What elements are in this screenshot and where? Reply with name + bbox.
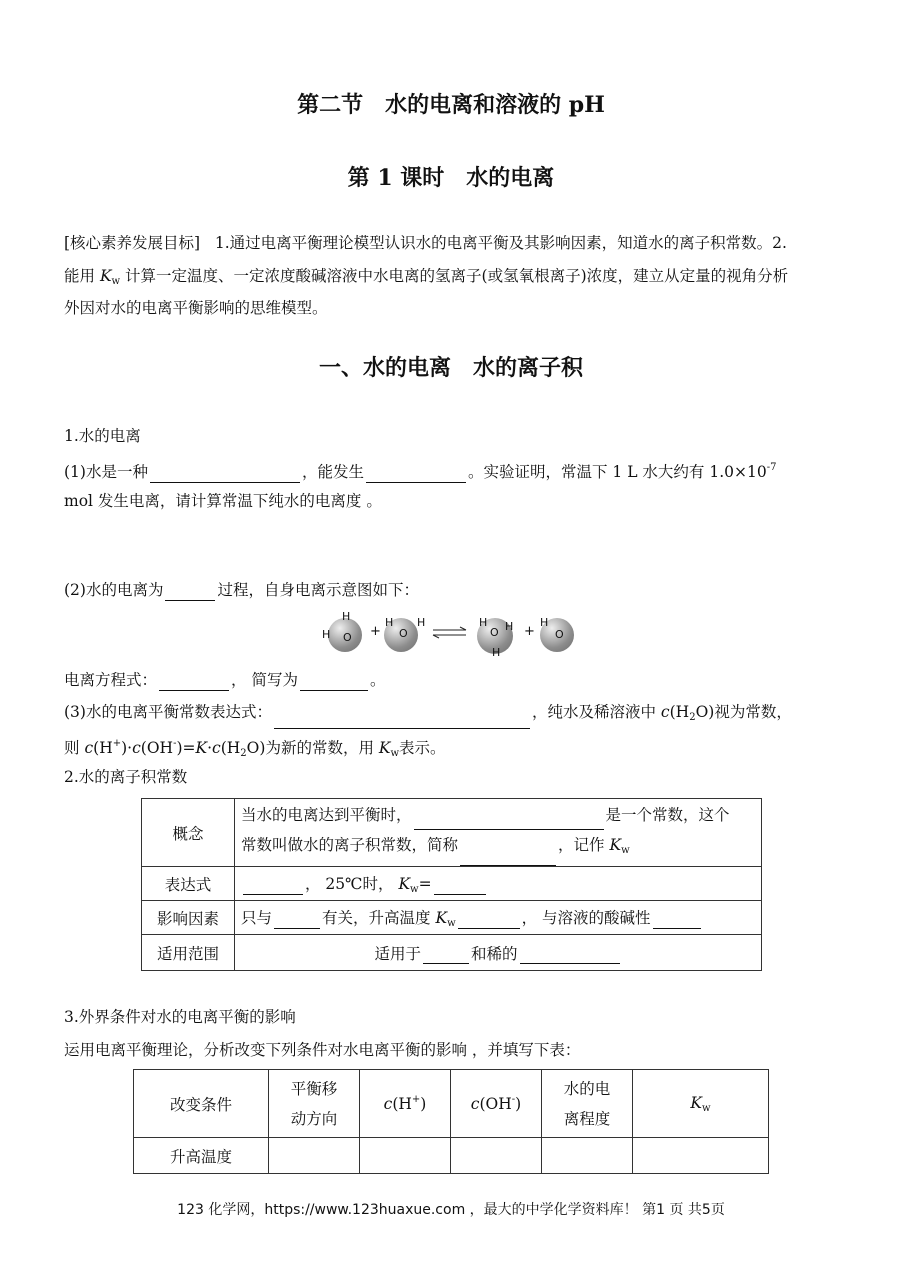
s1-p1b: ，能发生 xyxy=(301,463,364,481)
goals-line-1 xyxy=(64,232,787,254)
header-change-condition: 改变条件 xyxy=(134,1070,269,1138)
cell-text: 常数叫做水的离子积常数，简称 xyxy=(241,835,459,854)
s3-intro: 运用电离平衡理论，分析改变下列条件对水电离平衡的影响 ，并填写下表： xyxy=(64,1041,581,1059)
blank-field[interactable] xyxy=(366,466,466,483)
conditions-table xyxy=(133,1069,769,1174)
header-kw xyxy=(633,1070,769,1138)
s1-p4: 则 $c(H^+)\cdot c(OH^-)=K\cdot c(H_2O)$为新的常数，用 $K_w$表示。 xyxy=(64,738,446,759)
table-row-label: 影响因素 xyxy=(142,901,235,935)
table-row-label: 表达式 xyxy=(142,867,235,901)
table-row-label: 概念 xyxy=(142,799,235,867)
blank-field[interactable] xyxy=(159,674,229,691)
header-shift-direction xyxy=(269,1070,360,1138)
s1-p4a: 则 xyxy=(64,739,80,757)
s1-eq-c: 。 xyxy=(369,671,386,689)
s1-heading: 1.水的电离 xyxy=(64,427,141,445)
kw-subscript: w xyxy=(390,748,400,759)
goals-text-2b: 计算一定温度、一定浓度酸碱溶液中水电离的氢离子(或氢氧根离子)浓度，建立从定量的视角分析 xyxy=(125,267,789,285)
blank-field[interactable] xyxy=(150,466,300,483)
blank-field[interactable] xyxy=(300,674,368,691)
plus-sign: + xyxy=(370,624,381,639)
table-cell xyxy=(235,901,762,935)
header-c-oh: c(OH-) xyxy=(451,1070,542,1138)
header-text: 动方向 xyxy=(290,1109,338,1128)
h-label: H xyxy=(479,616,488,629)
table-row-label: 适用范围 xyxy=(142,935,235,971)
kw-symbol: K xyxy=(435,909,448,927)
ion-product-table xyxy=(141,798,762,971)
table-cell[interactable] xyxy=(542,1138,633,1174)
s1-eq-a: 电离方程式： xyxy=(64,671,158,689)
goals-line-3: 外因对水的电离平衡影响的思维模型。 xyxy=(64,299,328,317)
cell-text: 适用于 xyxy=(374,944,421,963)
blank-field[interactable] xyxy=(243,878,303,895)
lesson-title: 第 1 课时 水的电离 xyxy=(347,165,555,191)
o-label: O xyxy=(490,626,499,639)
s1-p1a: (1)水是一种 xyxy=(64,463,148,481)
kw-subscript: w xyxy=(410,884,419,895)
header-text: 离程度 xyxy=(563,1109,611,1128)
s1-p3: (3)水的电离平衡常数表达式： ，纯水及稀溶液中 $c(H_2O)$视为常数， xyxy=(64,701,792,729)
kw-symbol: K xyxy=(690,1093,703,1112)
table-header-row xyxy=(134,1070,769,1138)
blank-field[interactable] xyxy=(414,813,604,830)
header-c-h: c(H+) xyxy=(360,1070,451,1138)
blank-field[interactable] xyxy=(423,947,469,964)
kw-subscript: w xyxy=(621,844,630,856)
s2-heading: 2.水的离子积常数 xyxy=(64,768,188,786)
s1-p1 xyxy=(64,457,776,483)
kw-symbol: K xyxy=(398,875,411,893)
blank-field[interactable] xyxy=(274,712,530,729)
table-cell xyxy=(235,867,762,901)
cell-text: ，记作 xyxy=(558,835,605,854)
table-row xyxy=(134,1138,769,1174)
h-label: H xyxy=(505,620,514,633)
h-label: H xyxy=(342,610,351,623)
header-ionization-degree xyxy=(542,1070,633,1138)
kw-symbol: K xyxy=(99,267,112,285)
plus-sign: + xyxy=(524,624,535,639)
h-label: H xyxy=(385,616,394,629)
s1-p4c: 表示。 xyxy=(399,739,446,757)
h-label: H xyxy=(492,646,501,659)
cell-text: 是一个常数，这个 xyxy=(605,805,730,824)
water-ionization-diagram xyxy=(322,608,582,658)
blank-field[interactable] xyxy=(434,878,486,895)
s1-p4b: 为新的常数，用 xyxy=(265,739,374,757)
goals-label: [核心素养发展目标] xyxy=(64,234,201,252)
h-label: H xyxy=(540,616,549,629)
table-cell[interactable] xyxy=(633,1138,769,1174)
table-cell xyxy=(235,799,762,867)
s3-heading: 3.外界条件对水的电离平衡的影响 xyxy=(64,1008,296,1026)
kw-subscript: w xyxy=(447,918,456,929)
h-label: H xyxy=(417,616,426,629)
cell-text: ， 与溶液的酸碱性 xyxy=(521,909,651,927)
blank-field[interactable] xyxy=(165,584,215,601)
equilibrium-arrow-icon xyxy=(432,626,468,640)
blank-field[interactable] xyxy=(653,912,701,929)
s1-p3a: (3)水的电离平衡常数表达式： xyxy=(64,703,272,721)
o-label: O xyxy=(343,631,352,644)
s1-p1c: 。实验证明，常温下 1 L 水大约有 1.0×10 xyxy=(467,463,767,481)
table-row xyxy=(142,901,762,935)
o-label: O xyxy=(555,628,564,641)
page-footer: 123 化学网，https://www.123huaxue.com ，最大的中学化学资料库！ 第1 页 共5页 xyxy=(177,1202,725,1218)
blank-field[interactable] xyxy=(274,912,320,929)
table-cell[interactable] xyxy=(269,1138,360,1174)
table-row xyxy=(142,799,762,867)
row-label: 升高温度 xyxy=(134,1138,269,1174)
table-cell xyxy=(235,935,762,971)
part1-title: 一、水的电离 水的离子积 xyxy=(318,355,583,381)
header-text: 平衡移 xyxy=(290,1079,338,1098)
table-cell[interactable] xyxy=(360,1138,451,1174)
s1-p2 xyxy=(64,579,419,601)
section-title: 第二节 水的电离和溶液的 pH xyxy=(297,92,605,118)
goals-line-2 xyxy=(64,265,788,293)
s1-p1-exp: -7 xyxy=(766,462,777,473)
s1-p1d: mol 发生电离，请计算常温下纯水的电离度 。 xyxy=(64,492,382,510)
goals-text-1: 1.通过电离平衡理论模型认识水的电离平衡及其影响因素，知道水的离子积常数。2. xyxy=(214,234,787,252)
blank-field[interactable] xyxy=(460,849,556,866)
blank-field[interactable] xyxy=(520,947,620,964)
blank-field[interactable] xyxy=(458,912,520,929)
s1-p3b: ，纯水及稀溶液中 xyxy=(531,703,656,721)
s1-p2b: 过程，自身电离示意图如下： xyxy=(217,581,419,599)
table-cell[interactable] xyxy=(451,1138,542,1174)
cell-text: 有关，升高温度 xyxy=(322,909,431,927)
kw-symbol: K xyxy=(378,739,391,757)
kw-symbol: K xyxy=(609,835,622,854)
o-label: O xyxy=(399,627,408,640)
goals-text-2a: 能用 xyxy=(64,267,96,285)
s1-p3c: c xyxy=(660,703,670,721)
s1-p3d: (H xyxy=(669,703,690,721)
table-row xyxy=(142,867,762,901)
s1-eq xyxy=(64,669,385,691)
cell-text: = xyxy=(418,875,432,893)
kw-subscript: w xyxy=(111,276,121,287)
cell-text: 和稀的 xyxy=(471,944,518,963)
cell-text: ， 25℃时， xyxy=(305,875,394,893)
s1-p2a: (2)水的电离为 xyxy=(64,581,164,599)
table-row xyxy=(142,935,762,971)
cell-text: 只与 xyxy=(241,909,273,927)
s1-p3e: O)视为常数， xyxy=(695,703,792,721)
s1-eq-b: ， 简写为 xyxy=(231,671,298,689)
h-label: H xyxy=(322,628,331,641)
kw-subscript: w xyxy=(702,1102,711,1114)
cell-text: 当水的电离达到平衡时， xyxy=(241,805,412,824)
header-text: 水的电 xyxy=(563,1079,611,1098)
